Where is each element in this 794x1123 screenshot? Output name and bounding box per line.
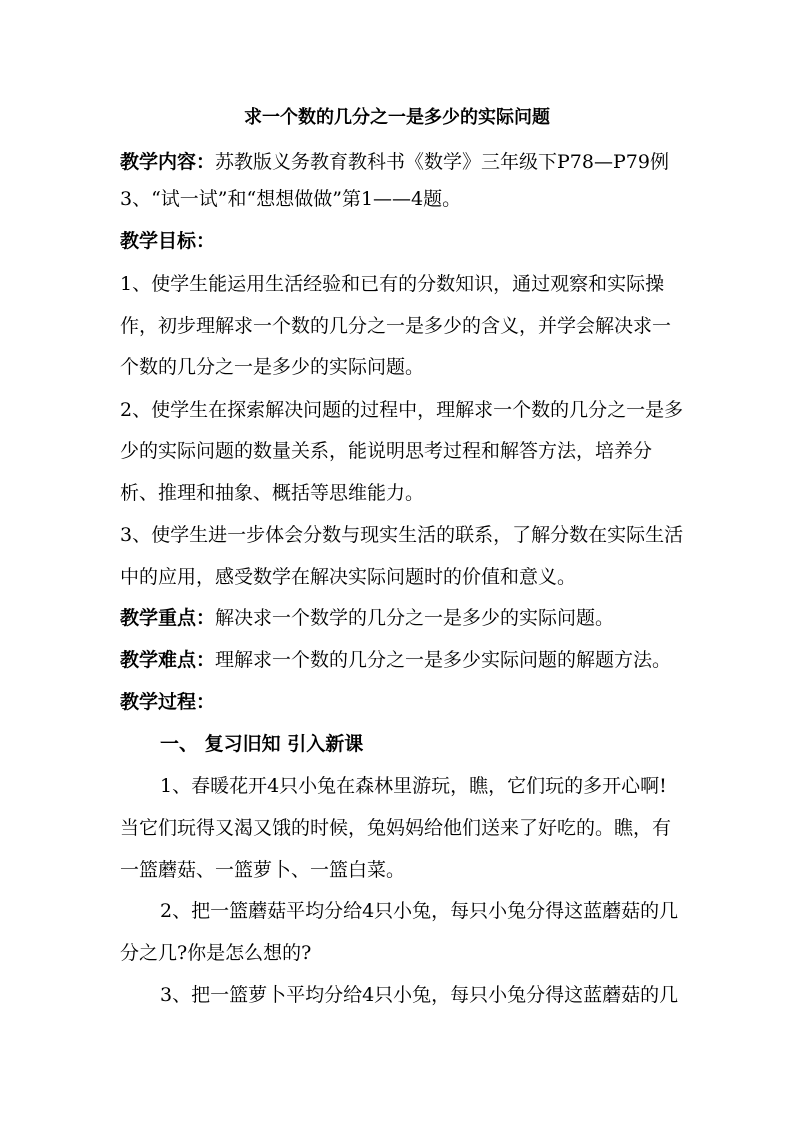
goal1-line2: 作，初步理解求一个数的几分之一是多少的含义，并学会解决求一 <box>120 315 672 337</box>
paragraph2-line2: 分之几?你是怎么想的? <box>120 942 312 964</box>
paragraph3-line1: 3、把一篮萝卜平均分给4只小兔，每只小兔分得这蓝蘑菇的几 <box>160 984 679 1006</box>
goal1-line3: 个数的几分之一是多少的实际问题。 <box>120 356 425 378</box>
key-point-label: 教学重点： <box>120 607 216 629</box>
key-point-line <box>120 605 680 631</box>
difficulty-label: 教学难点： <box>120 649 216 671</box>
goal3-line2: 中的应用，感受数学在解决实际问题时的价值和意义。 <box>120 566 577 588</box>
goal2-line1: 2、使学生在探索解决问题的过程中，理解求一个数的几分之一是多 <box>120 399 684 421</box>
goal3-line1: 3、使学生进一步体会分数与现实生活的联系，了解分数在实际生活 <box>120 524 684 546</box>
goal2-line2: 少的实际问题的数量关系，能说明思考过程和解答方法，培养分 <box>120 440 653 462</box>
teaching-content-label: 教学内容： <box>120 151 216 173</box>
key-point-text: 解决求一个数学的几分之一是多少的实际问题。 <box>215 607 615 629</box>
difficulty-line <box>120 647 680 673</box>
section-heading-1: 一、 复习旧知 引入新课 <box>160 733 364 755</box>
goal1-line1: 1、使学生能运用生活经验和已有的分数知识，通过观察和实际操 <box>120 273 665 295</box>
process-label: 教学过程： <box>120 691 216 713</box>
paragraph1-line1: 1、春暖花开4只小兔在森林里游玩，瞧，它们玩的多开心啊! <box>160 775 667 797</box>
teaching-content-text: 苏教版义务教育教科书《数学》三年级下P78—P79例 <box>215 151 669 173</box>
document-title: 求一个数的几分之一是多少的实际问题 <box>244 107 550 128</box>
difficulty-text: 理解求一个数的几分之一是多少实际问题的解题方法。 <box>215 649 672 671</box>
teaching-goals-label: 教学目标： <box>120 230 216 252</box>
paragraph1-line3: 一篮蘑菇、一篮萝卜、一篮白菜。 <box>120 859 406 881</box>
goal2-line3: 析、推理和抽象、概括等思维能力。 <box>120 482 425 504</box>
paragraph2-line1: 2、把一篮蘑菇平均分给4只小兔，每只小兔分得这蓝蘑菇的几 <box>160 900 679 922</box>
paragraph1-line2: 当它们玩得又渴又饿的时候，兔妈妈给他们送来了好吃的。瞧，有 <box>120 817 672 839</box>
teaching-content-line1 <box>120 149 680 175</box>
teaching-content-line2: 3、“试一试”和“想想做做”第1——4题。 <box>120 188 462 210</box>
